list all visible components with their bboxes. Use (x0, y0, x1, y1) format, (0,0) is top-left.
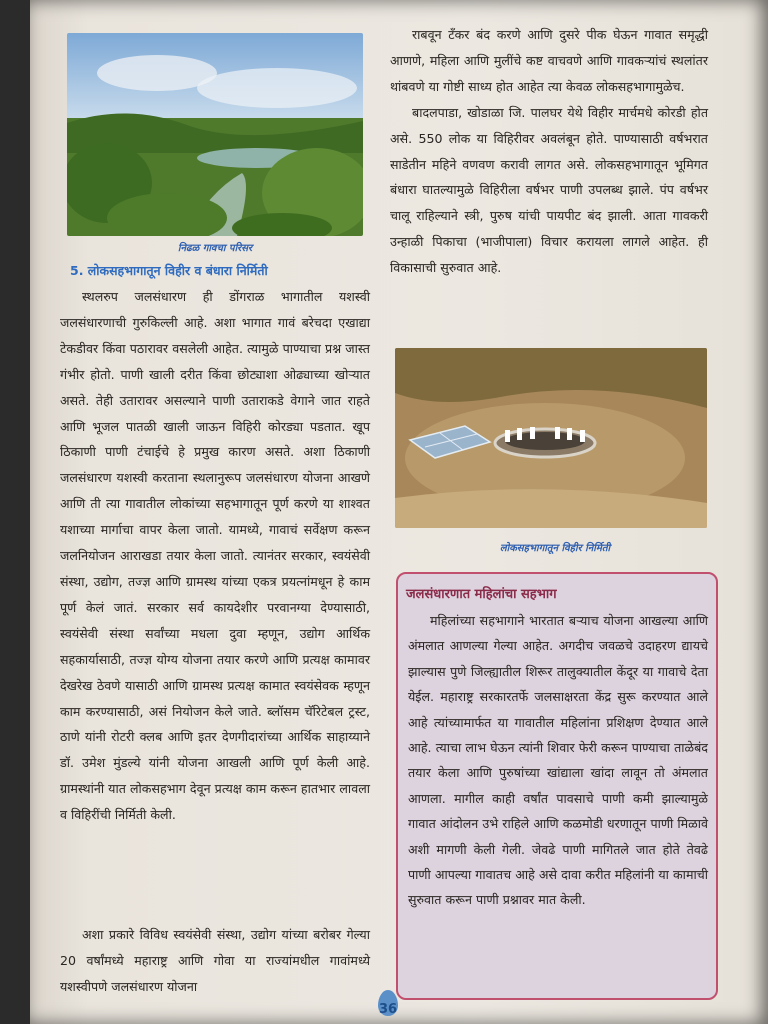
section-heading: 5. लोकसहभागातून विहीर व बंधारा निर्मिती (70, 263, 268, 278)
right-column-text (390, 22, 708, 281)
photo-caption: निढळ गावचा परिसर (177, 243, 253, 254)
info-box (396, 572, 718, 1000)
paragraph: स्थलरुप जलसंधारण ही डोंगराळ भागातील यशस्वी जलसंधारणाची गुरुकिल्ली आहे. अशा भागात गावं बरेचदा एखाद्या टेकडीवर किंवा पठारावर वसलेली आहेत. त्यामुळे पाण्याचा प्रश्न जास्त गंभीर होतो. पाणी खाली दरीत किंवा छोट्याशा ओढ्याच्या खोऱ्यात असते. तेही उतारावर असल्याने पाणी उताराकडे वेगाने जात राहते आणि भूजल पातळी खाली जाऊन विहिरी कोरड्या पडतात. खूप ठिकाणी पाणी टंचाईचे हे प्रमुख कारण असते. अशा ठिकाणी जलसंधारण यशस्वी करताना स्थलानुरूप जलसंधारण योजना आखणे आणि ती त्या गावातील लोकांच्या सहभागातून पूर्ण करणे या शाश्वत यशाच्या मार्गाचा वापर केला जातो. यामध्ये, गावाचं सर्वेक्षण करून जलनियोजन आराखडा तयार केला जातो. त्यानंतर सरकार, स्वयंसेवी संस्था, उद्योग, तज्ज्ञ आणि ग्रामस्थ यांच्या एकत्र प्रयत्नांमधून हे काम पूर्ण केलं जातं. सरकार सर्व कायदेशीर परवानग्या देण्यासाठी, स्वयंसेवी संस्था सर्वांच्या मधला दुवा म्हणून, उद्योग आर्थिक सहकार्यासाठी, तज्ज्ञ योग्य योजना तयार करणे आणि प्रत्यक्ष कामावर देखरेख ठेवणे यासाठी आणि ग्रामस्थ प्रत्यक्ष कामात स्वयंसेवक म्हणून काम करण्यासाठी, असं नियोजन केले जाते. ब्लॉसम चॅरिटेबल ट्रस्ट, ठाणे यांनी रोटरी क्लब आणि इतर देणगीदारांच्या आर्थिक साहाय्याने डॉ. उमेश मुंडल्ये यांनी योजना आखली आणि पूर्ण केली आहे. ग्रामस्थांनी यात लोकसहभाग देवून प्रत्यक्ष काम करून हातभार लावला व विहिरींची निर्मिती केली. (60, 289, 370, 823)
page-number (370, 990, 406, 1024)
landscape-photo (67, 33, 363, 236)
page-number-text: 36 (378, 1002, 398, 1017)
left-column-text-continued (60, 922, 370, 1000)
info-box-title: जलसंधारणात महिलांचा सहभाग (406, 587, 557, 602)
paragraph: राबवून टँकर बंद करणे आणि दुसरे पीक घेऊन गावात समृद्धी आणणे, महिला आणि मुलींचे कष्ट वाचवणे आणि गावकऱ्यांचं स्थलांतर थांबवणे या गोष्टी साध्य होत आहेत त्या केवळ लोकसहभागामुळेच. (390, 27, 708, 94)
paragraph: बादलपाडा, खोडाळा जि. पालघर येथे विहीर मार्चमधे कोरडी होत असे. 550 लोक या विहिरीवर अवलंबून होते. पाण्यासाठी वर्षभरात साडेतीन महिने वणवण करावी लागत असे. लोकसहभागातून भूमिगत बंधारा घातल्यामुळे विहिरीला वर्षभर पाणी उपलब्ध झाले. पंप वर्षभर चालू राहिल्याने स्त्री, पुरुष यांची पायपीट बंद झाली. आता गावकरी उन्हाळी पिकाचा (भाजीपाला) विचार करायला लागले आहेत. ही विकासाची सुरुवात आहे. (390, 104, 708, 276)
book-page (30, 0, 768, 1024)
paragraph: महिलांच्या सहभागाने भारतात बऱ्याच योजना आखल्या आणि अंमलात आणल्या गेल्या आहेत. अगदीच जवळचे उदाहरण द्यायचे झाल्यास पुणे जिल्ह्यातील शिरूर तालुक्यातील केंदूर या गावाचे देता येईल. महाराष्ट्र सरकारतर्फे जलसाक्षरता केंद्र सुरू करण्यात आले आहे त्यांच्यामार्फत या गावातील महिलांना प्रशिक्षण देण्यात आले आहे. त्याचा लाभ घेऊन त्यांनी शिवार फेरी करून पाण्याचा ताळेबंद तयार केला आणि पुरुषांच्या खांद्याला खांदा लावून तो अंमलात आणला. मागील काही वर्षांत पावसाचे पाणी कमी झाल्यामुळे गावात आंदोलन उभे राहिले आणि कळमोडी धरणातून पाणी मिळावे अशी मागणी केली गेली. जेवढे पाणी मागितले जात होते तेवढे पाणी आपल्या गावातच आहे असे दावा करीत महिलांनी या कामाची सुरुवात करून पाणी प्रश्नावर मात केली. (408, 613, 708, 908)
paragraph: अशा प्रकारे विविध स्वयंसेवी संस्था, उद्योग यांच्या बरोबर गेल्या 20 वर्षांमध्ये महाराष्ट्र आणि गोवा या राज्यांमधील गावांमध्ये यशस्वीपणे जलसंधारण योजना (60, 927, 370, 994)
info-box-text (408, 608, 708, 913)
photo-caption: लोकसहभागातून विहीर निर्मिती (499, 543, 611, 554)
well-photo (395, 348, 707, 528)
left-column-text (60, 284, 370, 828)
